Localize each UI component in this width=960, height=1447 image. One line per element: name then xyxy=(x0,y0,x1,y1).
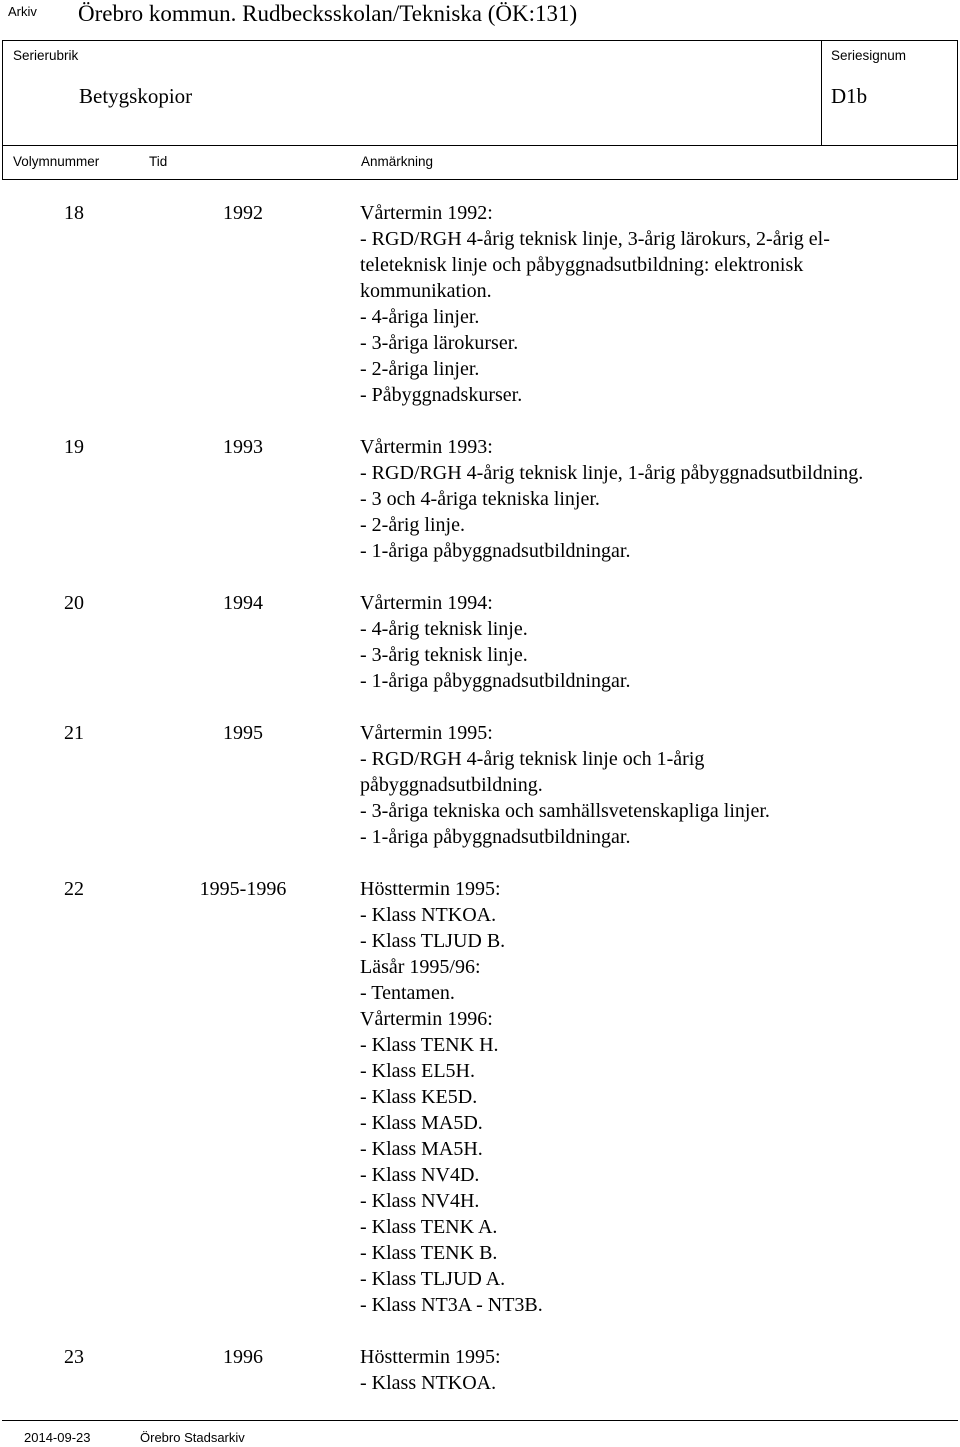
note-line: - Klass MA5H. xyxy=(360,1138,483,1160)
serierubrik-value: Betygskopior xyxy=(79,84,193,108)
note-line: - Klass KE5D. xyxy=(360,1086,478,1108)
note-line: - RGD/RGH 4-årig teknisk linje, 1-årig påbyggnadsutbildning. xyxy=(360,462,864,484)
note-text xyxy=(360,434,960,564)
note-line: - Klass TENK A. xyxy=(360,1216,498,1238)
note-line: - RGD/RGH 4-årig teknisk linje och 1-årig xyxy=(360,748,705,770)
note-line: - Klass MA5D. xyxy=(360,1112,483,1134)
note-line: - RGD/RGH 4-årig teknisk linje, 3-årig lärokurs, 2-årig el- xyxy=(360,228,830,250)
arkiv-title: Örebro kommun. Rudbecksskolan/Tekniska (ÖK:131) xyxy=(78,1,578,26)
time-period: 1993 xyxy=(223,436,263,458)
column-header-note: Anmärkning xyxy=(361,154,434,169)
note-line: Vårtermin 1995: xyxy=(360,722,493,744)
note-line: Vårtermin 1992: xyxy=(360,202,493,224)
note-line: - 2-årig linje. xyxy=(360,514,465,536)
note-line: - Tentamen. xyxy=(360,982,455,1004)
note-line: - Klass NV4D. xyxy=(360,1164,480,1186)
note-line: Vårtermin 1994: xyxy=(360,592,493,614)
time-period: 1995 xyxy=(223,722,263,744)
seriesignum-label: Seriesignum xyxy=(831,48,907,63)
note-text xyxy=(360,200,960,408)
note-line: - Klass TLJUD B. xyxy=(360,930,506,952)
note-line: - Klass TENK H. xyxy=(360,1034,499,1056)
note-line: Läsår 1995/96: xyxy=(360,956,481,978)
column-header-row xyxy=(2,145,958,180)
note-line: Vårtermin 1996: xyxy=(360,1008,493,1030)
note-line: - 1-åriga påbyggnadsutbildningar. xyxy=(360,826,631,848)
volume-row xyxy=(0,1344,960,1396)
note-line: - Klass TENK B. xyxy=(360,1242,498,1264)
time-period: 1992 xyxy=(223,202,263,224)
note-line: - Klass NTKOA. xyxy=(360,904,497,926)
note-text xyxy=(360,720,960,850)
note-line: teleteknisk linje och påbyggnadsutbildning: elektronisk xyxy=(360,254,804,276)
time-period: 1994 xyxy=(223,592,263,614)
volume-row xyxy=(0,434,960,564)
volume-row xyxy=(0,876,960,1318)
footer-divider xyxy=(2,1420,958,1421)
note-text xyxy=(360,590,960,694)
series-box xyxy=(2,40,958,146)
volume-number: 22 xyxy=(64,878,84,900)
volume-number: 23 xyxy=(64,1346,84,1368)
note-line: - Klass TLJUD A. xyxy=(360,1268,506,1290)
note-line: - Klass NV4H. xyxy=(360,1190,480,1212)
time-period: 1996 xyxy=(223,1346,263,1368)
note-line: - 3-åriga lärokurser. xyxy=(360,332,519,354)
note-line: påbyggnadsutbildning. xyxy=(360,774,543,796)
column-header-volume: Volymnummer xyxy=(13,154,100,169)
note-text xyxy=(360,876,960,1318)
note-line: kommunikation. xyxy=(360,280,492,302)
note-line: - Klass NTKOA. xyxy=(360,1372,497,1394)
arkiv-label: Arkiv xyxy=(8,4,37,19)
note-line: Hösttermin 1995: xyxy=(360,1346,501,1368)
note-line: Hösttermin 1995: xyxy=(360,878,501,900)
footer-archive-name: Örebro Stadsarkiv xyxy=(140,1430,245,1445)
note-line: - 4-årig teknisk linje. xyxy=(360,618,528,640)
volume-number: 20 xyxy=(64,592,84,614)
volume-row xyxy=(0,590,960,694)
note-line: - 1-åriga påbyggnadsutbildningar. xyxy=(360,540,631,562)
column-header-time: Tid xyxy=(149,154,168,169)
note-line: - 3-åriga tekniska och samhällsvetenskapliga linjer. xyxy=(360,800,770,822)
volume-row xyxy=(0,720,960,850)
series-divider xyxy=(821,41,822,145)
footer-date: 2014-09-23 xyxy=(24,1430,91,1445)
note-line: - 2-åriga linjer. xyxy=(360,358,480,380)
note-line: - Klass EL5H. xyxy=(360,1060,475,1082)
note-line: - 3-årig teknisk linje. xyxy=(360,644,528,666)
volume-number: 18 xyxy=(64,202,84,224)
note-line: - 4-åriga linjer. xyxy=(360,306,480,328)
note-line: - 3 och 4-åriga tekniska linjer. xyxy=(360,488,600,510)
time-period: 1995-1996 xyxy=(199,878,287,900)
note-line: - Klass NT3A - NT3B. xyxy=(360,1294,543,1316)
note-line: Vårtermin 1993: xyxy=(360,436,493,458)
note-line: - 1-åriga påbyggnadsutbildningar. xyxy=(360,670,631,692)
note-line: - Påbyggnadskurser. xyxy=(360,384,523,406)
note-text xyxy=(360,1344,960,1396)
volume-number: 21 xyxy=(64,722,84,744)
serierubrik-label: Serierubrik xyxy=(13,48,79,63)
volume-row xyxy=(0,200,960,408)
volume-list xyxy=(0,200,960,1396)
volume-number: 19 xyxy=(64,436,84,458)
seriesignum-value: D1b xyxy=(831,84,868,108)
